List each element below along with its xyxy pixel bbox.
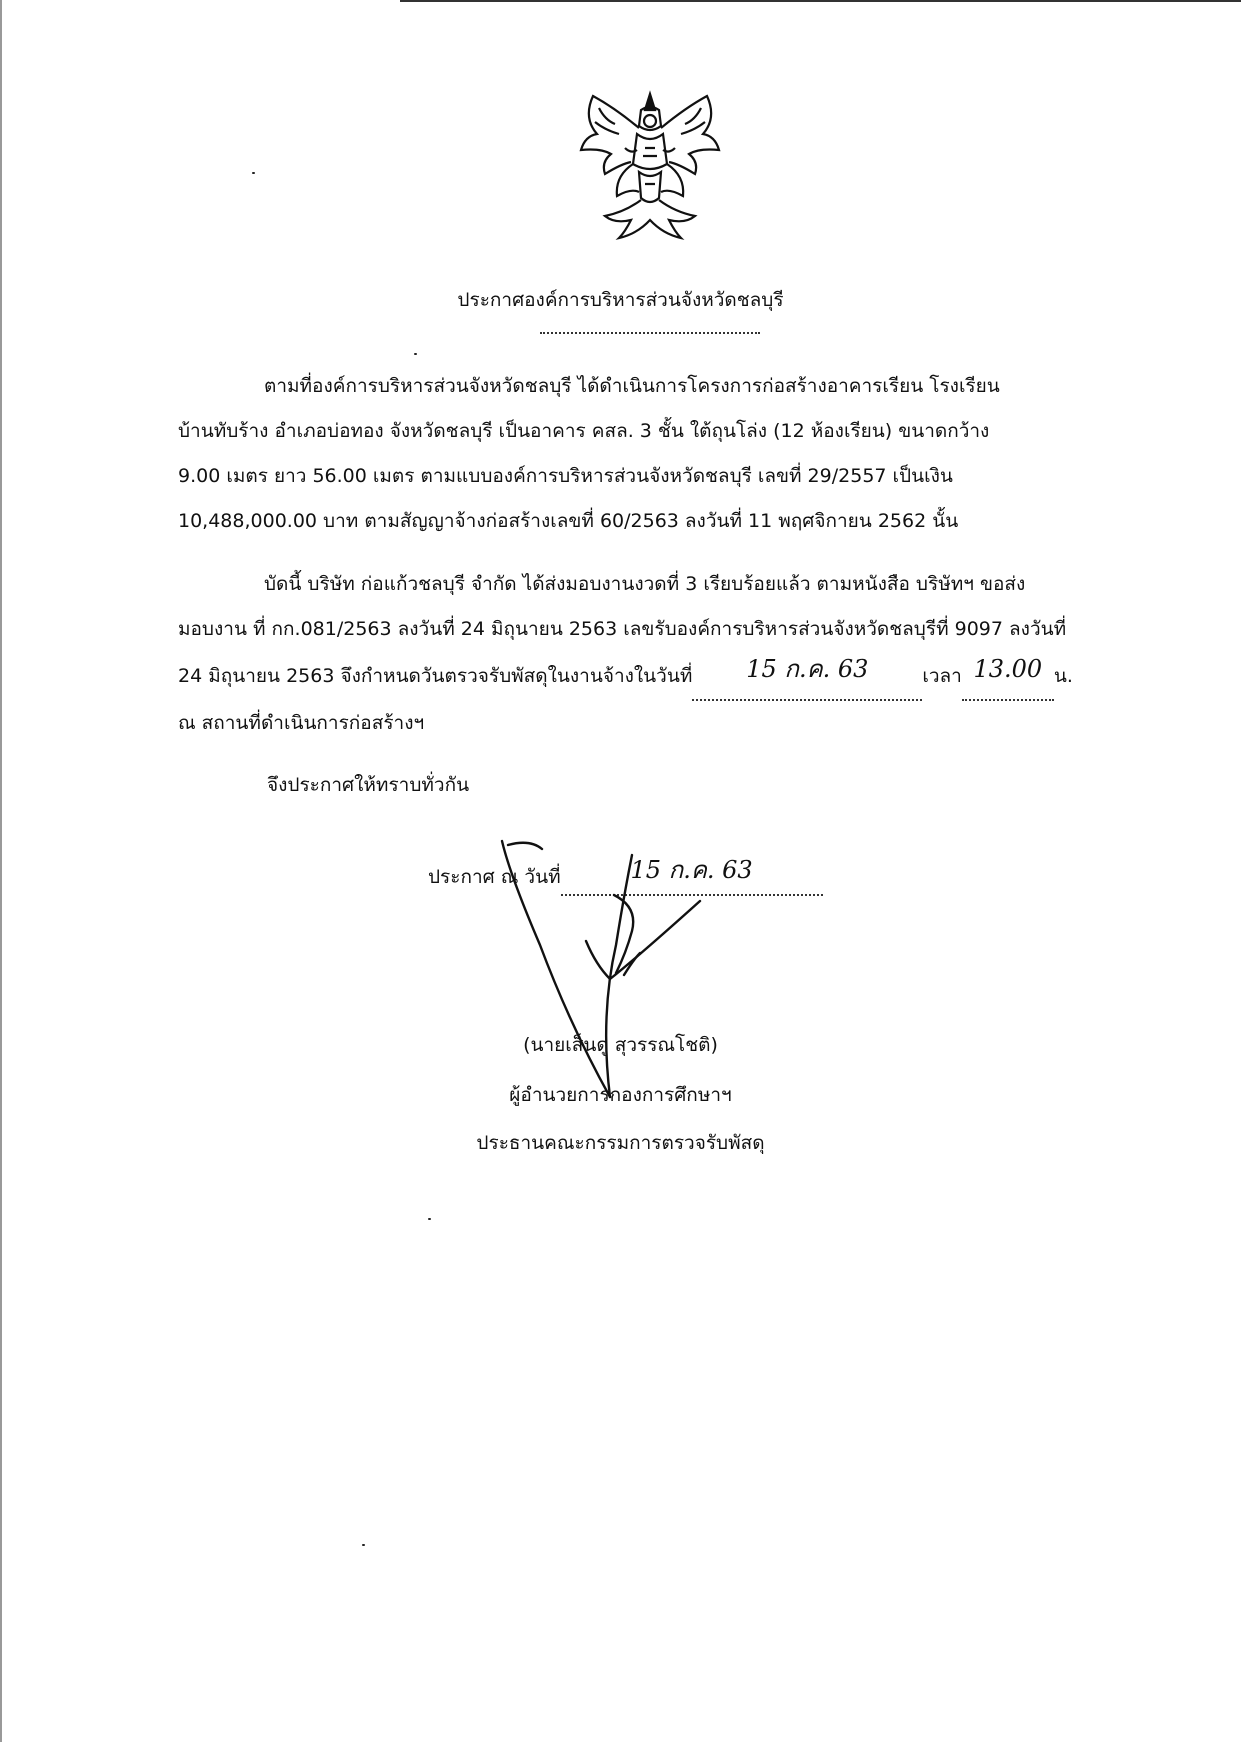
location-line: ณ สถานที่ดำเนินการก่อสร้างฯ: [178, 712, 425, 734]
inspection-time-field: [962, 652, 1054, 701]
announce-date-prefix: ประกาศ ณ วันที่: [428, 866, 561, 888]
inspection-date-field: [692, 652, 922, 701]
signatory-position: ผู้อำนวยการกองการศึกษาฯ: [509, 1084, 732, 1106]
time-suffix: น.: [1053, 665, 1073, 687]
handwritten-signature: [500, 835, 800, 1105]
scan-top-edge: [400, 0, 1241, 2]
scan-speck: [362, 1544, 365, 1546]
paragraph1-line: บ้านทับร้าง อำเภอบ่อทอง จังหวัดชลบุรี เป็นอาคาร คสล. 3 ชั้น ใต้ถุนโล่ง (12 ห้องเรียน) ขนาดกว้าง: [178, 420, 990, 442]
paragraph1-line: 10,488,000.00 บาท ตามสัญญาจ้างก่อสร้างเลขที่ 60/2563 ลงวันที่ 11 พฤศจิกายน 2562 นั้น: [178, 510, 959, 532]
inspection-line-prefix: 24 มิถุนายน 2563 จึงกำหนดวันตรวจรับพัสดุในงานจ้างในวันที่: [178, 665, 693, 687]
signatory-name: (นายเส็นดู สุวรรณโชติ): [523, 1034, 718, 1056]
paragraph2-line: บัดนี้ บริษัท ก่อแก้วชลบุรี จำกัด ได้ส่งมอบงานงวดที่ 3 เรียบร้อยแล้ว ตามหนังสือ บริษัทฯ ขอส่ง: [264, 573, 1026, 595]
announcement-closing: จึงประกาศให้ทราบทั่วกัน: [267, 774, 470, 796]
paragraph1-line: ตามที่องค์การบริหารส่วนจังหวัดชลบุรี ได้ดำเนินการโครงการก่อสร้างอาคารเรียน โรงเรียน: [264, 375, 1000, 397]
scan-speck: [414, 353, 417, 355]
document-title: ประกาศองค์การบริหารส่วนจังหวัดชลบุรี: [457, 289, 784, 311]
paragraph2-line: มอบงาน ที่ กก.081/2563 ลงวันที่ 24 มิถุนายน 2563 เลขรับองค์การบริหารส่วนจังหวัดชลบุรีที่ 9097 ลงวันที่: [178, 618, 1067, 640]
garuda-emblem-icon: [575, 88, 725, 248]
inspection-schedule-line: [178, 652, 1158, 701]
time-label: เวลา: [922, 665, 962, 687]
inspection-time-handwritten: 13.00: [973, 655, 1043, 683]
paragraph-delivery-notice: [178, 562, 1158, 746]
inspection-date-handwritten: 15 ก.ค. 63: [746, 655, 869, 683]
title-underline-dots: [540, 332, 760, 334]
paragraph1-line: 9.00 เมตร ยาว 56.00 เมตร ตามแบบองค์การบริหารส่วนจังหวัดชลบุรี เลขที่ 29/2557 เป็นเงิน: [178, 465, 953, 487]
scan-speck: [428, 1218, 431, 1220]
scan-speck: [252, 172, 255, 174]
announce-date-handwritten: 15 ก.ค. 63: [630, 856, 753, 884]
paragraph-project-description: [178, 364, 1158, 544]
scan-left-edge: [0, 0, 2, 1742]
signatory-committee-role: ประธานคณะกรรมการตรวจรับพัสดุ: [476, 1132, 765, 1154]
